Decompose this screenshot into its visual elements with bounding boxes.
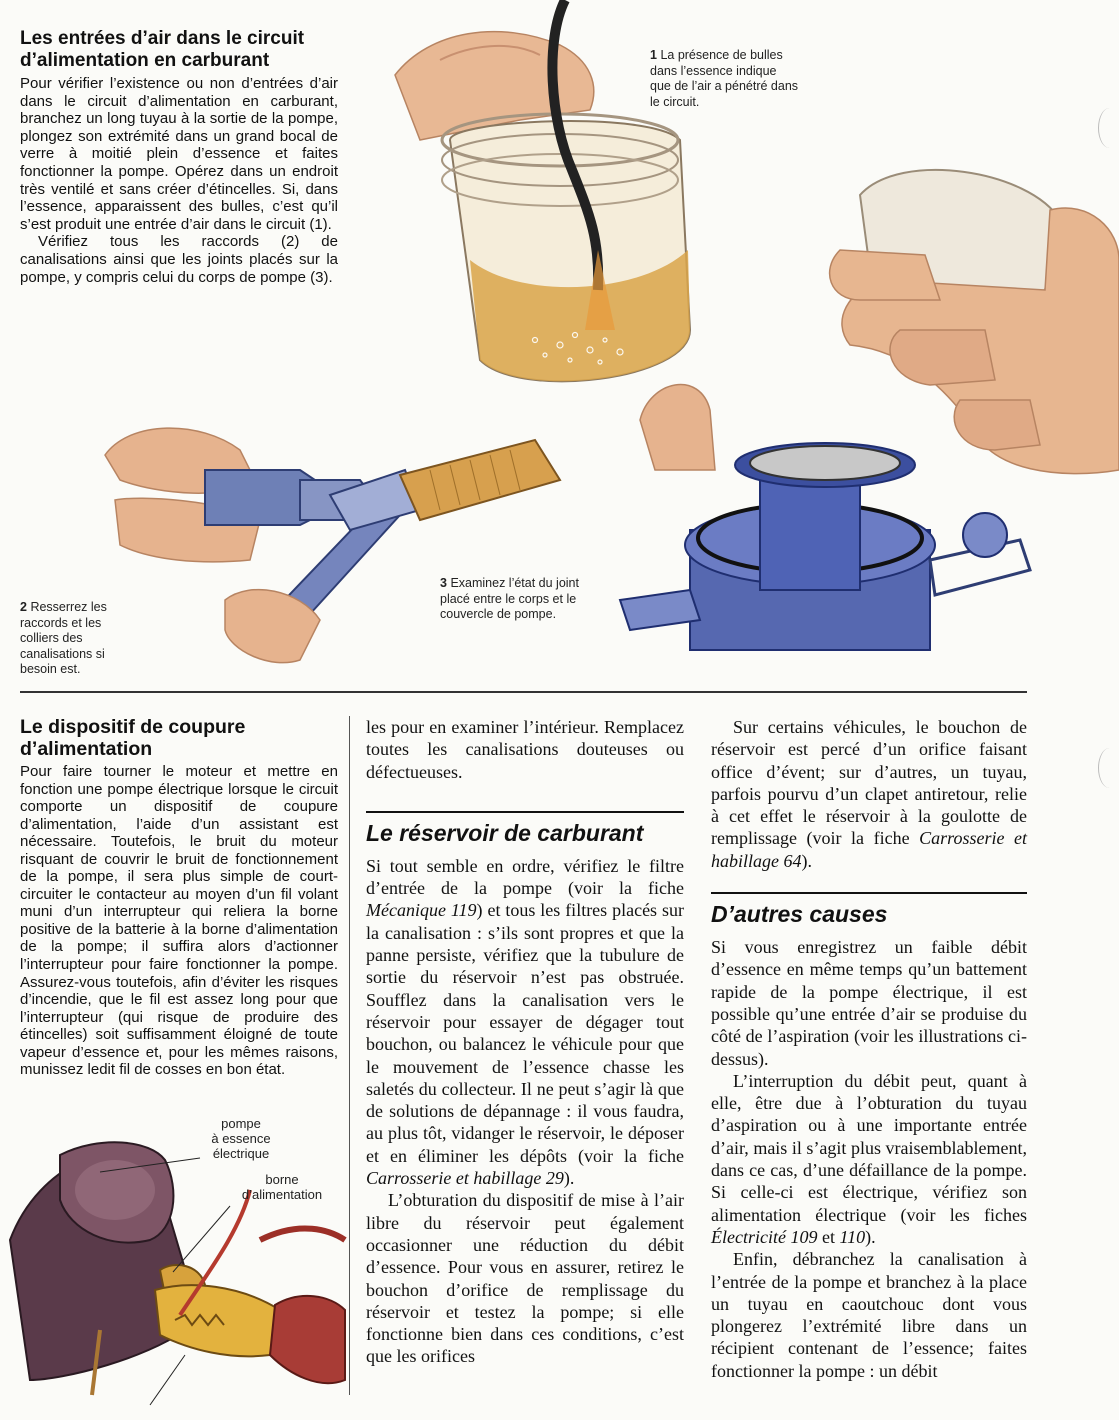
column-3 [711, 716, 1027, 1382]
column-2 [366, 716, 684, 1368]
paragraph: Sur certains véhicules, le bouchon de réservoir est percé d’un orifice faisant office d’évent; sur d’autres, un tuyau, parfois pourvu d’un clapet antiretour, relie à cet effet le réservoir à la goulotte de remplissage (voir la fiche Carrosserie et habillage 64). [711, 717, 1027, 871]
cross-reference: Carrosserie et habillage 64 [711, 828, 1027, 871]
horizontal-divider [20, 691, 1027, 693]
section-title: Le dispositif de coupure d’alimentation [20, 716, 246, 760]
section-title-reservoir: Le réservoir de carburant [366, 811, 684, 847]
section-title: Les entrées d’air dans le circuit d’alimentation en carburant [20, 28, 305, 71]
cross-reference: 110 [839, 1226, 866, 1247]
cross-reference: Carrosserie et habillage 29 [366, 1168, 564, 1189]
section-body [366, 855, 684, 1368]
caption-3: 3 Examinez l’état du joint placé entre le corps et le couvercle de pompe. [440, 576, 579, 621]
paragraph: Si tout semble en ordre, vérifiez le filtre d’entrée de la pompe (voir la fiche Mécanique 119) et tous les filtres placés sur la canalisation : s’ils sont propres et que la panne persiste, vérifiez que la tubulure de sortie du réservoir n’est pas obstruée. Soufflez dans la canalisation vers le réservoir pour essayer de dégager tout bouchon, ou balancez le véhicule pour que le mouvement de l’essence chasse les saletés du collecteur. Il ne peut s’agir là que de solutions de dépannage : il vous faudra, au plus tôt, vidanger le réservoir, le déposer et en éliminer les dépôts (voir la fiche Carrosserie et habillage 29). [366, 855, 684, 1189]
section-body [711, 936, 1027, 1382]
binding-hole-mark [1098, 108, 1119, 148]
paragraph: Si vous enregistrez un faible débit d’essence en même temps qu’un battement rapide de la pompe électrique, il est possible qu’une entrée d’air se produise du côté de l’aspiration (voir les illustrations ci-dessus). [711, 937, 1027, 1069]
paragraph: Vérifiez tous les raccords (2) de canalisations ainsi que les joints placés sur la pompe, y compris celui du corps de pompe (3). [20, 233, 338, 286]
caption-1: 1 La présence de bulles dans l’essence indique que de l’air a pénétré dans le circuit. [650, 48, 799, 109]
caption-2: 2 Resserrez les raccords et les colliers des canalisations si besoin est. [20, 600, 107, 676]
terminal-label: borne d’alimentation [241, 1172, 323, 1202]
paragraph: les pour en examiner l’intérieur. Remplacez toutes les canalisations douteuses ou défectueuses. [366, 717, 684, 782]
paragraph: L’interruption du débit peut, quant à elle, être due à l’obturation du tuyau d’aspiration ou à une importante entrée d’air, mais il s’agit plus vraisemblablement, dans ce cas, d’une défaillance de la pompe. Si celle-ci est électrique, vérifiez son alimentation électrique (voir les fiches Électricité 109 et 110). [711, 1070, 1027, 1247]
column-divider [349, 716, 350, 1395]
pump-terminal-illustration [0, 1120, 345, 1420]
section-title-autres: D’autres causes [711, 892, 1027, 928]
paragraph: Pour faire tourner le moteur et mettre en fonction une pompe électrique lorsque le circuit comporte un dispositif de coupure d’alimentation, l’aide d’un assistant est nécessaire. Toutefois, le bruit du moteur risquant de couvrir le bruit de fonctionnement de la pompe, il sera plus simple de court-circuiter le contacteur au moyen d’un fil volant muni d’un interrupteur qui reliera la borne positive de la batterie à la borne d’alimentation de la pompe; il suffira alors d’actionner l’interrupteur pour faire fonctionner la pompe. Assurez-vous toutefois, afin d’éviter les risques d’incendie, que le fil est assez long pour que l’interrupteur (qui risque de produire des étincelles) soit suffisamment éloigné de toute vapeur d’essence et, pour les mêmes raisons, munissez ledit fil de cosses en bon état. [20, 763, 338, 1079]
cross-reference: Électricité 109 [711, 1226, 818, 1247]
cross-reference: Mécanique 119 [366, 900, 477, 921]
paragraph: Pour vérifier l’existence ou non d’entrées d’air dans le circuit d’alimentation en carburant, branchez un long tuyau à la sortie de la pompe, plongez son extrémité dans un grand bocal de verre à moitié plein d’essence et faites fonctionner la pompe. Opérez dans un endroit très ventilé et sans créer d’étincelles. Si, dans l’essence, apparaissent des bulles, c’est qu’il s’est produit une entrée d’air dans le circuit (1). [20, 75, 338, 233]
paragraph: L’obturation du dispositif de mise à l’air libre du réservoir peut également occasionner une réduction du débit d’essence. Pour vous en assurer, retirez le bouchon d’orifice de remplissage du réservoir et testez la pompe; si elle fonctionne bien dans ces conditions, c’est que les orifices [366, 1190, 684, 1367]
paragraph: Enfin, débranchez la canalisation à l’entrée de la pompe et branchez à la place un tuyau en caoutchouc dont vous plongerez l’extrémité libre dans un récipient contenant de l’essence; faites fonctionner la pompe : un débit [711, 1249, 1027, 1381]
pump-label: pompe à essence électrique [211, 1116, 271, 1161]
section-cutoff-device [20, 716, 338, 1079]
binding-hole-mark [1098, 748, 1119, 788]
